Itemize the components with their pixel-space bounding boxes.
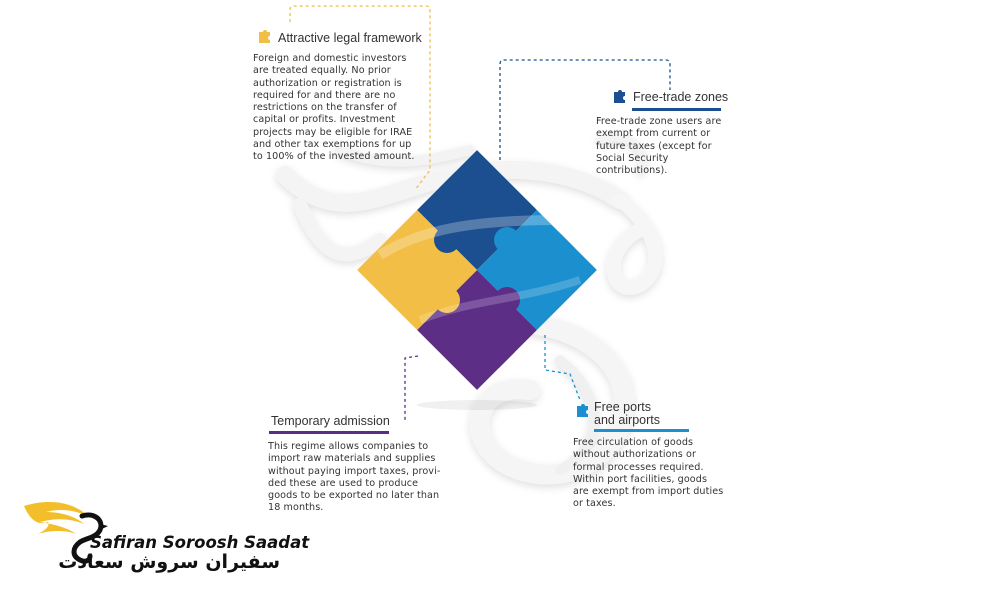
free-trade-body: Free-trade zone users are exempt from current or future taxes (except for Social Security contributions).: [596, 116, 722, 177]
ports-title-line1: Free ports: [594, 400, 651, 414]
temporary-body: This regime allows companies to import raw materials and supplies without paying import taxes, provi- ded these are used to produce goods to be exported no later than 18 months.: [268, 441, 441, 514]
legal-title: Attractive legal framework: [278, 31, 422, 45]
puzzle-piece-icon: [256, 28, 274, 46]
puzzle-piece-icon: [574, 402, 592, 420]
ports-title-line2: and airports: [594, 413, 661, 427]
ports-body: Free circulation of goods without authorizations or formal processes required. Within port facilities, goods are exempt from import duties or taxes.: [573, 437, 724, 510]
temporary-connector: [405, 356, 418, 422]
legal-body: Foreign and domestic investors are treated equally. No prior authorization or registration is required for and there are no restrictions on the transfer of capital or profits. Investment projects may be eligible for IRAE and other tax exemptions for up to 100% of the invested amount.: [253, 53, 415, 163]
free-trade-title: Free-trade zones: [633, 90, 729, 104]
temporary-underline: [269, 431, 389, 434]
temporary-title: Temporary admission: [271, 414, 390, 428]
logo-name-latin: Safiran Soroosh Saadat: [90, 533, 310, 552]
puzzle-piece-icon: [611, 88, 629, 106]
logo-name-farsi: سفیران سروش سعادت: [58, 551, 280, 573]
ports-underline: [594, 429, 689, 432]
free-trade-underline: [632, 108, 721, 111]
